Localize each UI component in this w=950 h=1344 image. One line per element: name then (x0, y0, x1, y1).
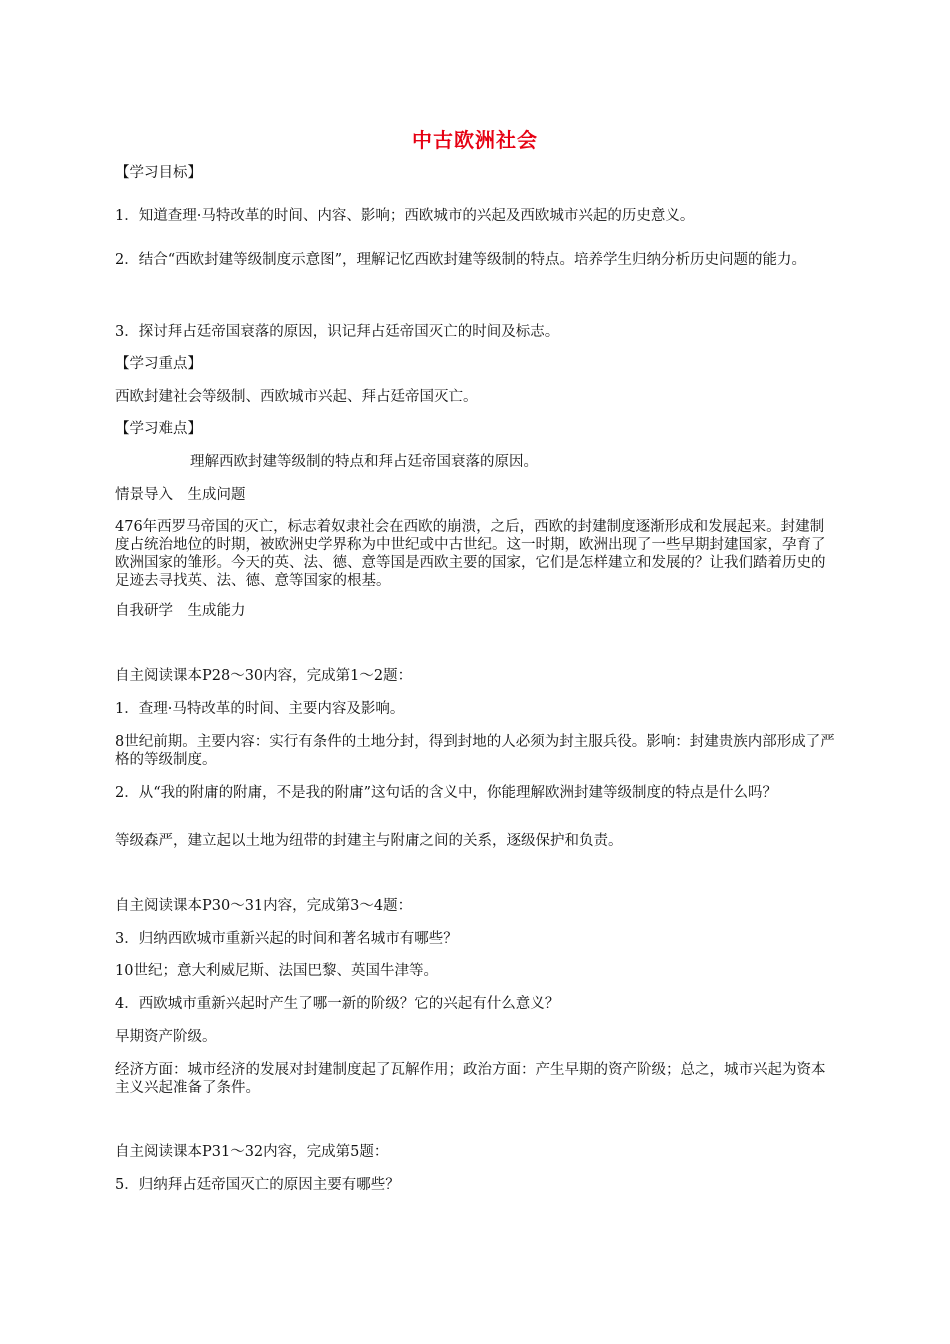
answer-4-significance: 经济方面：城市经济的发展对封建制度起了瓦解作用；政治方面：产生早期的资产阶级；总之，城市兴起为资本主义兴起准备了条件。 (115, 1062, 826, 1096)
answer-3: 10世纪；意大利威尼斯、法国巴黎、英国牛津等。 (115, 963, 438, 979)
page-title: 中古欧洲社会 (412, 128, 538, 152)
question-1: 1．查理·马特改革的时间、主要内容及影响。 (115, 701, 405, 717)
reading-instruction-1: 自主阅读课本P28～30内容，完成第1～2题： (115, 668, 413, 684)
difficulty-heading: 【学习难点】 (115, 421, 202, 437)
question-3: 3．归纳西欧城市重新兴起的时间和著名城市有哪些？ (115, 931, 458, 947)
reading-instruction-3: 自主阅读课本P31～32内容，完成第5题： (115, 1144, 389, 1160)
question-4: 4．西欧城市重新兴起时产生了哪一新的阶级？它的兴起有什么意义？ (115, 996, 560, 1012)
goals-heading: 【学习目标】 (115, 165, 202, 181)
key-points-text: 西欧封建社会等级制、西欧城市兴起、拜占廷帝国灭亡。 (115, 389, 478, 405)
goal-3: 3．探讨拜占廷帝国衰落的原因，识记拜占廷帝国灭亡的时间及标志。 (115, 324, 560, 340)
answer-2: 等级森严，建立起以土地为纽带的封建主与附庸之间的关系，逐级保护和负责。 (115, 833, 623, 849)
question-2: 2．从“我的附庸的附庸，不是我的附庸”这句话的含义中，你能理解欧洲封建等级制度的特点是什么吗？ (115, 785, 778, 801)
intro-heading: 情景导入 生成问题 (115, 487, 246, 503)
answer-1: 8世纪前期。主要内容：实行有条件的土地分封，得到封地的人必须为封主服兵役。影响：封建贵族内部形成了严格的等级制度。 (115, 734, 835, 768)
intro-paragraph: 476年西罗马帝国的灭亡，标志着奴隶社会在西欧的崩溃，之后，西欧的封建制度逐渐形成和发展起来。封建制度占统治地位的时期，被欧洲史学界称为中世纪或中古世纪。这一时期，欧洲出现了一些早期封建国家，孕育了欧洲国家的雏形。今天的英、法、德、意等国是西欧主要的国家，它们是怎样建立和发展的？让我们踏着历史的足迹去寻找英、法、德、意等国家的根基。 (115, 519, 826, 589)
self-study-heading: 自我研学 生成能力 (115, 603, 246, 619)
question-5: 5．归纳拜占廷帝国灭亡的原因主要有哪些？ (115, 1177, 400, 1193)
goal-2: 2．结合“西欧封建等级制度示意图”，理解记忆西欧封建等级制的特点。培养学生归纳分析历史问题的能力。 (115, 252, 807, 268)
goal-1: 1．知道查理·马特改革的时间、内容、影响；西欧城市的兴起及西欧城市兴起的历史意义。 (115, 208, 695, 224)
key-points-heading: 【学习重点】 (115, 356, 202, 372)
difficulty-text: 理解西欧封建等级制的特点和拜占廷帝国衰落的原因。 (190, 454, 538, 470)
reading-instruction-2: 自主阅读课本P30～31内容，完成第3～4题： (115, 898, 413, 914)
answer-4-class: 早期资产阶级。 (115, 1029, 217, 1045)
